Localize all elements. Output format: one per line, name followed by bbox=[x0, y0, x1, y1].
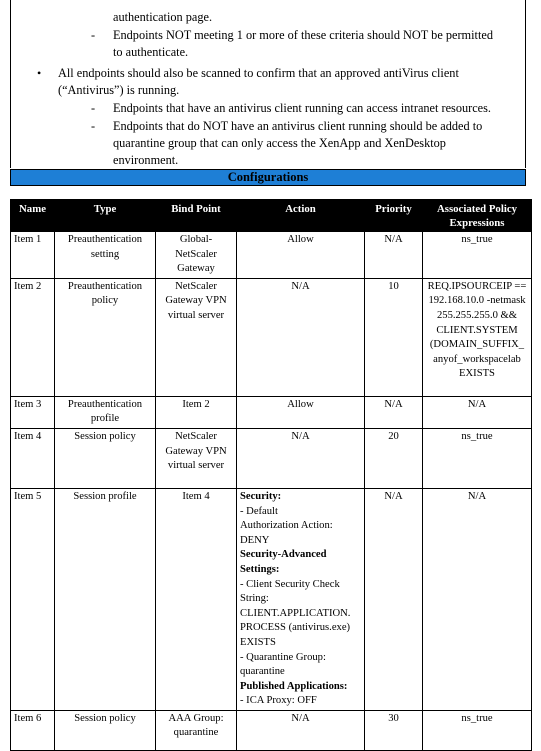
intro-continuation: authentication page. bbox=[113, 10, 213, 24]
action-line: - ICA Proxy: OFF bbox=[240, 695, 317, 707]
antivirus-running-text: Endpoints that have an antivirus client running can access intranet resources. bbox=[113, 101, 492, 115]
quarantine-text-2: quarantine group that can only access the XenApp and XenDesktop bbox=[113, 136, 446, 150]
cell-action: N/A bbox=[237, 278, 365, 396]
section-title: Configurations bbox=[227, 170, 309, 184]
cell-action: N/A bbox=[237, 428, 365, 488]
cell-type: Session profile bbox=[55, 488, 156, 710]
cell-expression: ns_true bbox=[423, 232, 532, 279]
bullet-marker: • bbox=[37, 66, 42, 80]
cell-priority: N/A bbox=[365, 396, 423, 428]
criteria-text-2: to authenticate. bbox=[113, 45, 189, 59]
cell-expression: N/A bbox=[423, 488, 532, 710]
cell-bind-point: NetScaler Gateway VPN virtual server bbox=[156, 428, 237, 488]
header-type: Type bbox=[55, 200, 156, 232]
header-expressions: Associated Policy Expressions bbox=[423, 200, 532, 232]
cell-type: Session policy bbox=[55, 428, 156, 488]
dash-marker: - bbox=[91, 28, 96, 42]
cell-name: Item 4 bbox=[11, 428, 55, 488]
cell-name: Item 6 bbox=[11, 710, 55, 750]
table-row bbox=[11, 428, 532, 488]
cell-priority: 20 bbox=[365, 428, 423, 488]
quarantine-text-1: Endpoints that do NOT have an antivirus client running should be added to bbox=[113, 119, 483, 133]
header-bind-point: Bind Point bbox=[156, 200, 237, 232]
action-line: EXISTS bbox=[240, 636, 276, 648]
cell-type: Preauthentication policy bbox=[55, 278, 156, 396]
cell-expression: ns_true bbox=[423, 710, 532, 750]
security-heading: Security: bbox=[240, 490, 282, 502]
cell-type: Preauthentication profile bbox=[55, 396, 156, 428]
cell-action: Allow bbox=[237, 396, 365, 428]
antivirus-bullet-1: All endpoints should also be scanned to confirm that an approved antiVirus client bbox=[58, 66, 459, 80]
configurations-table bbox=[10, 199, 532, 751]
cell-name: Item 5 bbox=[11, 488, 55, 710]
security-advanced-heading-2: Settings: bbox=[240, 563, 280, 575]
cell-expression: REQ.IPSOURCEIP == 192.168.10.0 -netmask 255.255.255.0 && CLIENT.SYSTEM (DOMAIN_SUFFIX_ anyof_workspacelab EXISTS bbox=[423, 278, 532, 396]
table-row bbox=[11, 396, 532, 428]
cell-action: Allow bbox=[237, 232, 365, 279]
criteria-text-1: Endpoints NOT meeting 1 or more of these criteria should NOT be permitted bbox=[113, 28, 493, 42]
header-priority: Priority bbox=[365, 200, 423, 232]
cell-name: Item 2 bbox=[11, 278, 55, 396]
cell-bind-point: Item 4 bbox=[156, 488, 237, 710]
action-line: PROCESS (antivirus.exe) bbox=[240, 622, 351, 634]
published-apps-heading: Published Applications: bbox=[240, 680, 348, 692]
cell-name: Item 3 bbox=[11, 396, 55, 428]
cell-bind-point: AAA Group: quarantine bbox=[156, 710, 237, 750]
cell-priority: 30 bbox=[365, 710, 423, 750]
cell-priority: N/A bbox=[365, 488, 423, 710]
cell-expression: N/A bbox=[423, 396, 532, 428]
action-line: String: bbox=[240, 593, 269, 605]
cell-action-session-profile bbox=[237, 488, 365, 710]
table-header-row bbox=[11, 200, 532, 232]
table-row bbox=[11, 710, 532, 750]
cell-bind-point: Item 2 bbox=[156, 396, 237, 428]
action-line: Authorization Action: bbox=[240, 520, 333, 532]
cell-name: Item 1 bbox=[11, 232, 55, 279]
section-title-bar bbox=[10, 169, 526, 186]
table-row bbox=[11, 278, 532, 396]
action-line: CLIENT.APPLICATION. bbox=[240, 607, 351, 619]
quarantine-text-3: environment. bbox=[113, 153, 179, 167]
cell-bind-point: Global-NetScaler Gateway bbox=[156, 232, 237, 279]
antivirus-bullet-2: (“Antivirus”) is running. bbox=[58, 83, 180, 97]
action-line: - Quarantine Group: bbox=[240, 651, 326, 663]
action-line: DENY bbox=[240, 534, 270, 546]
cell-expression: ns_true bbox=[423, 428, 532, 488]
cell-type: Preauthentication setting bbox=[55, 232, 156, 279]
action-line: quarantine bbox=[240, 666, 285, 678]
cell-action: N/A bbox=[237, 710, 365, 750]
dash-marker: - bbox=[91, 101, 96, 115]
security-advanced-heading: Security-Advanced bbox=[240, 549, 327, 561]
header-action: Action bbox=[237, 200, 365, 232]
dash-marker: - bbox=[91, 119, 96, 133]
cell-type: Session policy bbox=[55, 710, 156, 750]
cell-bind-point: NetScaler Gateway VPN virtual server bbox=[156, 278, 237, 396]
header-name: Name bbox=[11, 200, 55, 232]
table-row bbox=[11, 488, 532, 710]
table-row bbox=[11, 232, 532, 279]
cell-priority: 10 bbox=[365, 278, 423, 396]
cell-priority: N/A bbox=[365, 232, 423, 279]
action-line: - Default bbox=[240, 505, 278, 517]
action-line: - Client Security Check bbox=[240, 578, 340, 590]
